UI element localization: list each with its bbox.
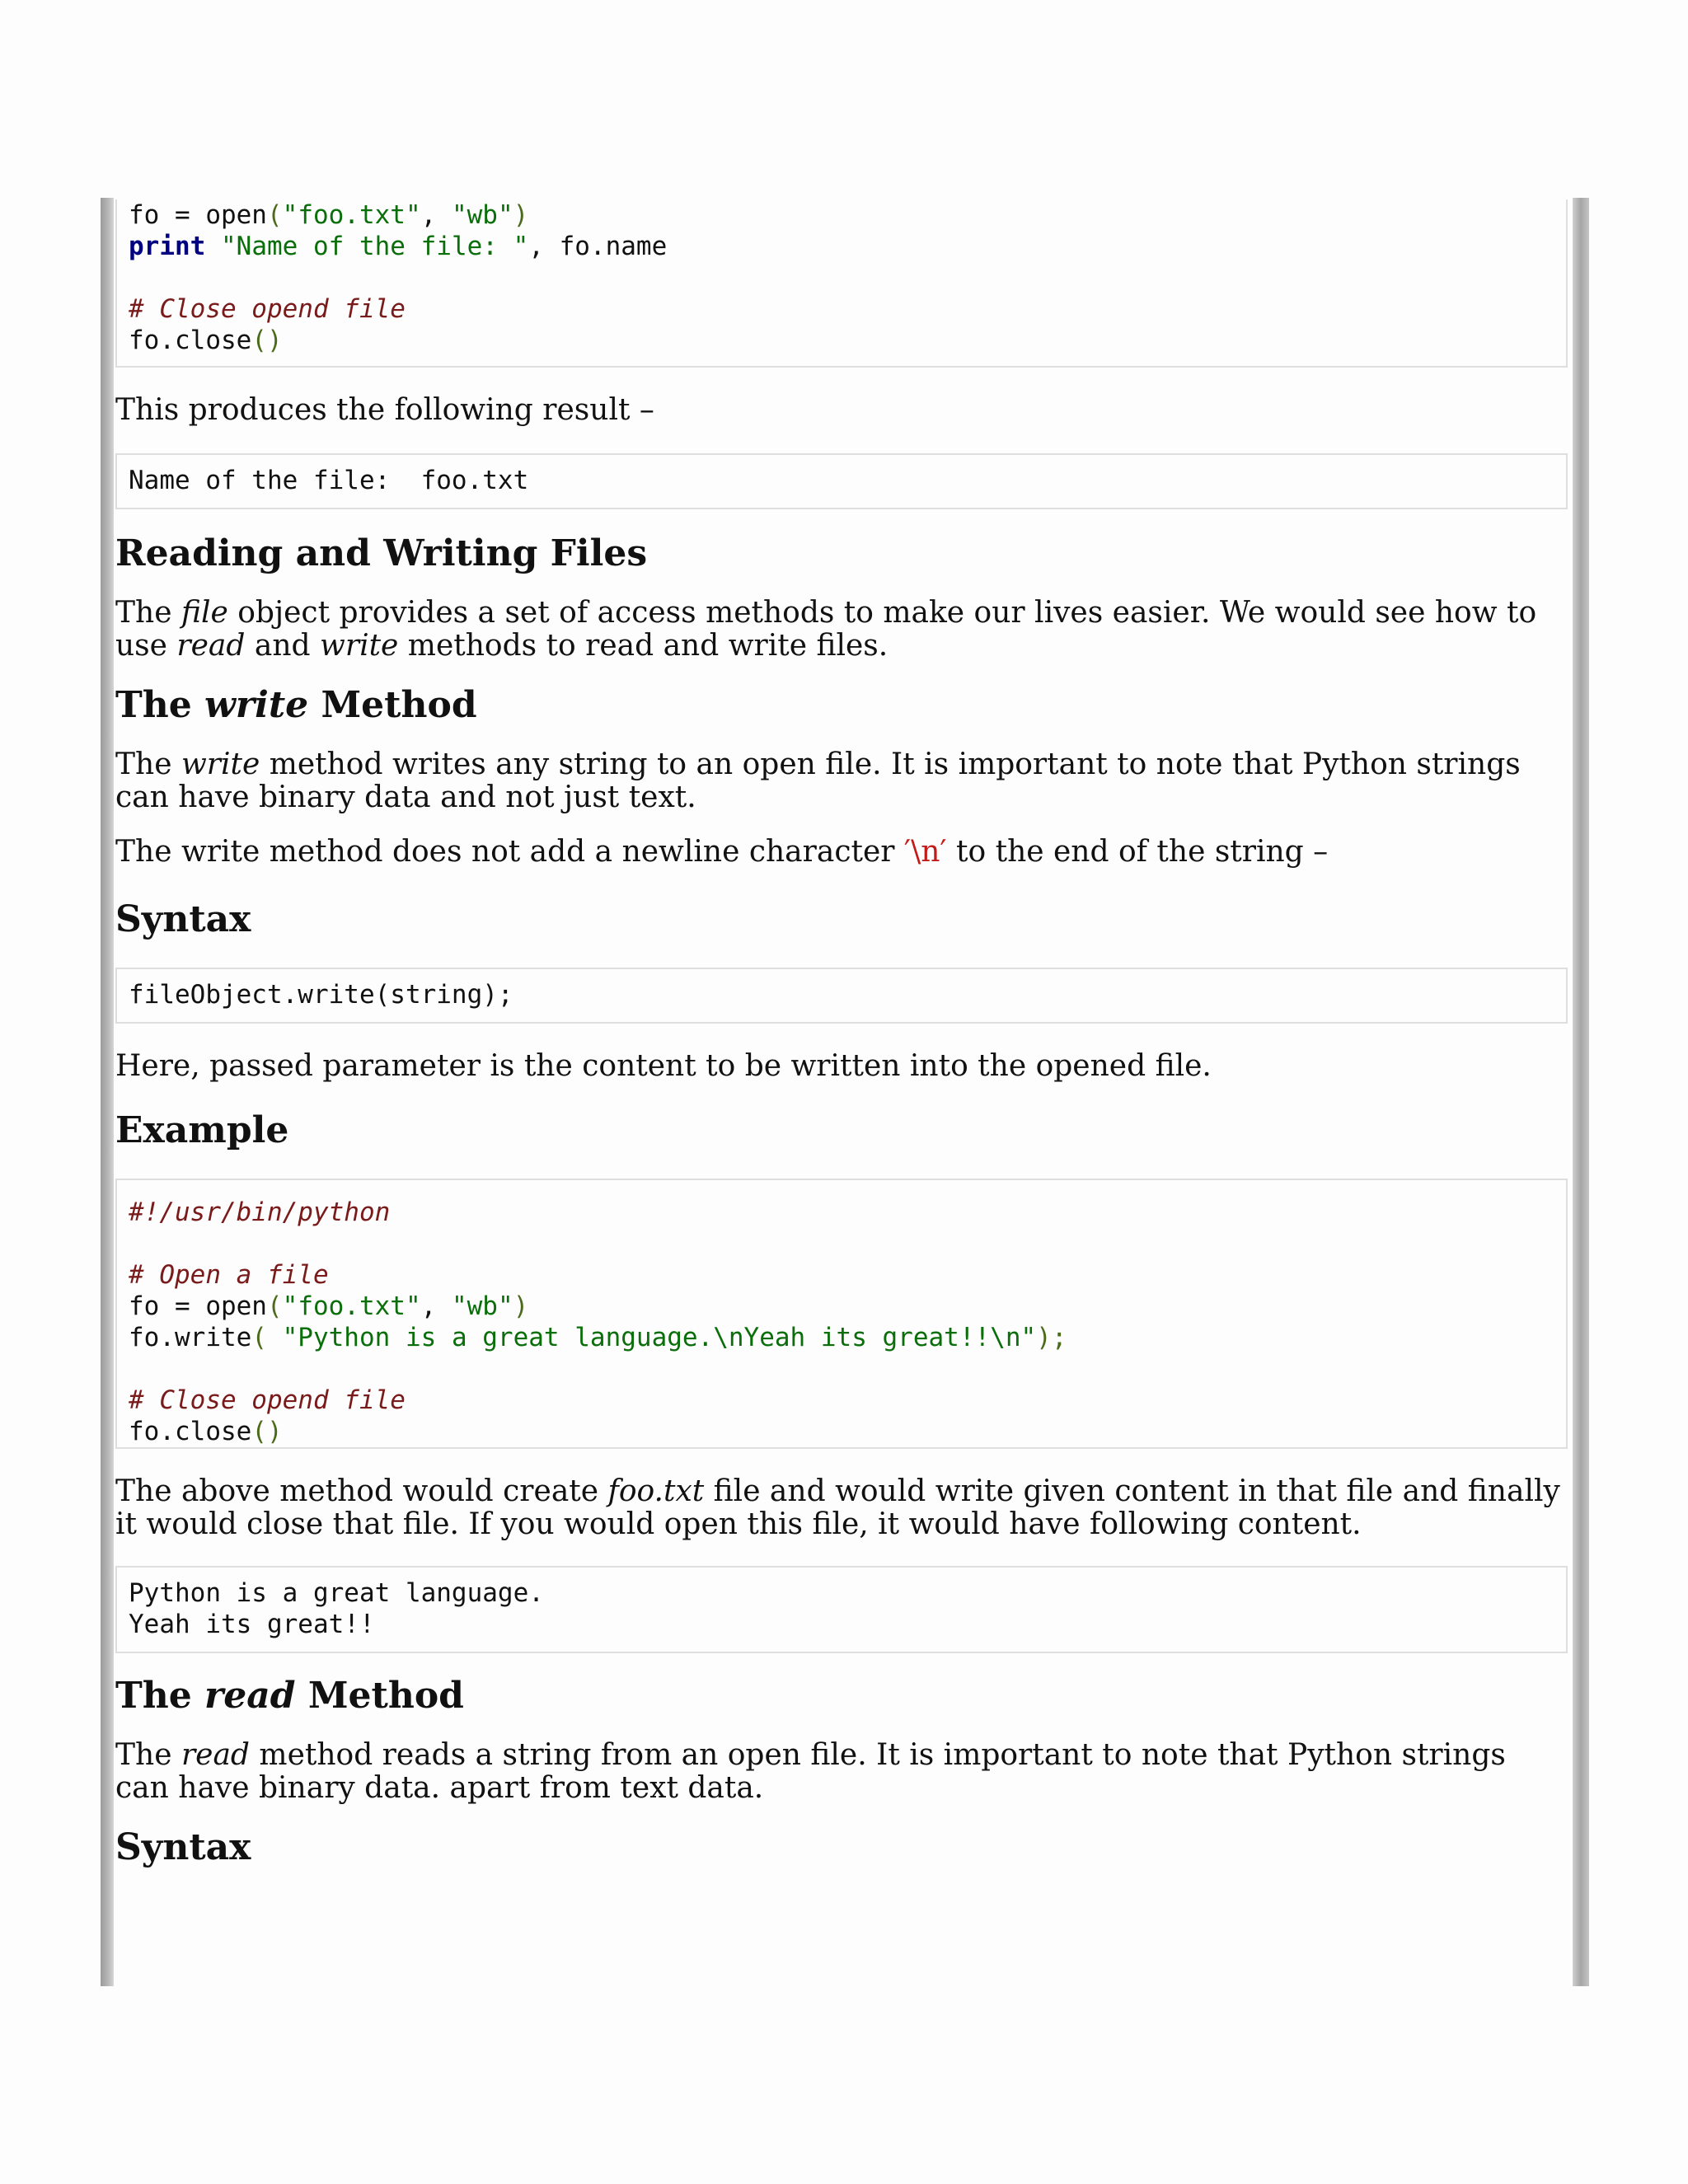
code-text: fo.close <box>129 1417 252 1446</box>
heading-reading-writing: Reading and Writing Files <box>115 532 648 574</box>
code-paren: () <box>251 326 283 355</box>
code-text: , fo.name <box>528 232 668 261</box>
text: file and would write given content in that file and finally it would close that file. If you would open this file, it would have following content. <box>115 1474 1560 1541</box>
code-block-file-content <box>115 1566 1568 1653</box>
example-description <box>115 1475 1568 1541</box>
emphasis-write: write <box>181 748 260 781</box>
paragraph-rw <box>115 597 1568 663</box>
heading-read-method <box>115 1675 1568 1718</box>
code-line <box>129 1385 1554 1416</box>
code-line <box>129 231 1554 262</box>
code-string: "foo.txt" <box>282 1291 421 1321</box>
heading-emphasis: read <box>204 1675 296 1717</box>
heading-text: The <box>115 684 205 726</box>
code-paren: ( <box>266 1291 283 1321</box>
code-block-result <box>115 453 1568 509</box>
heading-syntax-write: Syntax <box>115 898 251 940</box>
page-left-border <box>101 198 114 1986</box>
text: methods to read and write files. <box>398 629 889 663</box>
code-paren: ) <box>513 1291 529 1321</box>
code-blank-line <box>129 262 1554 293</box>
code-output: Python is a great language. <box>129 1578 544 1608</box>
code-line <box>129 1609 1554 1640</box>
text: object provides a set of access methods to make our lives easier. We would see how to use <box>115 596 1537 663</box>
text: The <box>115 1738 181 1772</box>
code-output: Yeah its great!! <box>129 1610 375 1639</box>
code-line <box>129 1259 1554 1291</box>
code-block-example <box>115 1179 1568 1449</box>
code-blank-line <box>129 1228 1554 1259</box>
heading-text: The <box>115 1675 205 1717</box>
code-line <box>129 1197 1554 1228</box>
code-line <box>129 1291 1554 1322</box>
page-right-border <box>1573 198 1589 1986</box>
text: The <box>115 748 181 781</box>
newline-char: ′\n′ <box>903 835 947 869</box>
code-line <box>129 199 1554 231</box>
emphasis-file: file <box>181 596 228 630</box>
text: The write method does not add a newline character <box>115 835 904 869</box>
result-intro: This produces the following result – <box>115 393 654 427</box>
code-string: "Name of the file: " <box>221 232 529 261</box>
paragraph-read <box>115 1739 1568 1805</box>
emphasis-read: read <box>181 1738 250 1772</box>
code-line <box>129 325 1554 356</box>
heading-emphasis: write <box>204 684 309 726</box>
emphasis-read: read <box>176 629 246 663</box>
code-string: "Python is a great language.\nYeah its great!!\n" <box>282 1323 1037 1352</box>
code-comment: #!/usr/bin/python <box>129 1197 391 1227</box>
code-block-syntax-write <box>115 968 1568 1024</box>
heading-write-method <box>115 684 1568 727</box>
code-line <box>129 1577 1554 1609</box>
syntax-write-description: Here, passed parameter is the content to be written into the opened file. <box>115 1049 1212 1083</box>
code-string: "wb" <box>451 200 513 230</box>
code-blank-line <box>129 1353 1554 1385</box>
code-comment: # Open a file <box>129 1260 329 1290</box>
heading-text: Method <box>308 684 477 726</box>
code-keyword: print <box>129 232 206 261</box>
code-paren: ); <box>1036 1323 1067 1352</box>
text: The <box>115 596 181 630</box>
code-text: fo.close <box>129 326 252 355</box>
code-text: fo = open <box>129 200 267 230</box>
paragraph-write-2 <box>115 836 1568 869</box>
code-line <box>129 293 1554 325</box>
code-text: fo = open <box>129 1291 267 1321</box>
code-line <box>129 1322 1554 1353</box>
paragraph-write-1 <box>115 748 1568 814</box>
text: to the end of the string – <box>946 835 1329 869</box>
code-paren: ) <box>513 200 529 230</box>
heading-text: Method <box>295 1675 464 1717</box>
heading-example: Example <box>115 1109 289 1151</box>
code-output: Name of the file: foo.txt <box>129 466 529 495</box>
code-paren: ( <box>266 200 283 230</box>
code-comment: # Close opend file <box>129 1385 406 1415</box>
code-paren: ( <box>251 1323 283 1352</box>
code-text: , <box>420 200 452 230</box>
code-string: "wb" <box>451 1291 513 1321</box>
text: method writes any string to an open file. It is important to note that Python strings can have binary data and not just text. <box>115 748 1521 814</box>
code-line <box>129 1416 1554 1447</box>
text: method reads a string from an open file. It is important to note that Python strings can have binary data. apart from text data. <box>115 1738 1506 1805</box>
emphasis-write: write <box>320 629 399 663</box>
code-text: fileObject.write(string); <box>129 980 513 1010</box>
code-paren: () <box>251 1417 283 1446</box>
heading-syntax-read: Syntax <box>115 1826 251 1868</box>
text: The above method would create <box>115 1474 608 1508</box>
document-content <box>115 198 1568 1869</box>
code-string: "foo.txt" <box>282 200 421 230</box>
code-block-open-file <box>115 199 1568 368</box>
text: and <box>245 629 321 663</box>
code-comment: # Close opend file <box>129 294 406 324</box>
emphasis-filename: foo.txt <box>607 1474 705 1508</box>
code-text: , <box>420 1291 452 1321</box>
code-text: fo.write <box>129 1323 252 1352</box>
